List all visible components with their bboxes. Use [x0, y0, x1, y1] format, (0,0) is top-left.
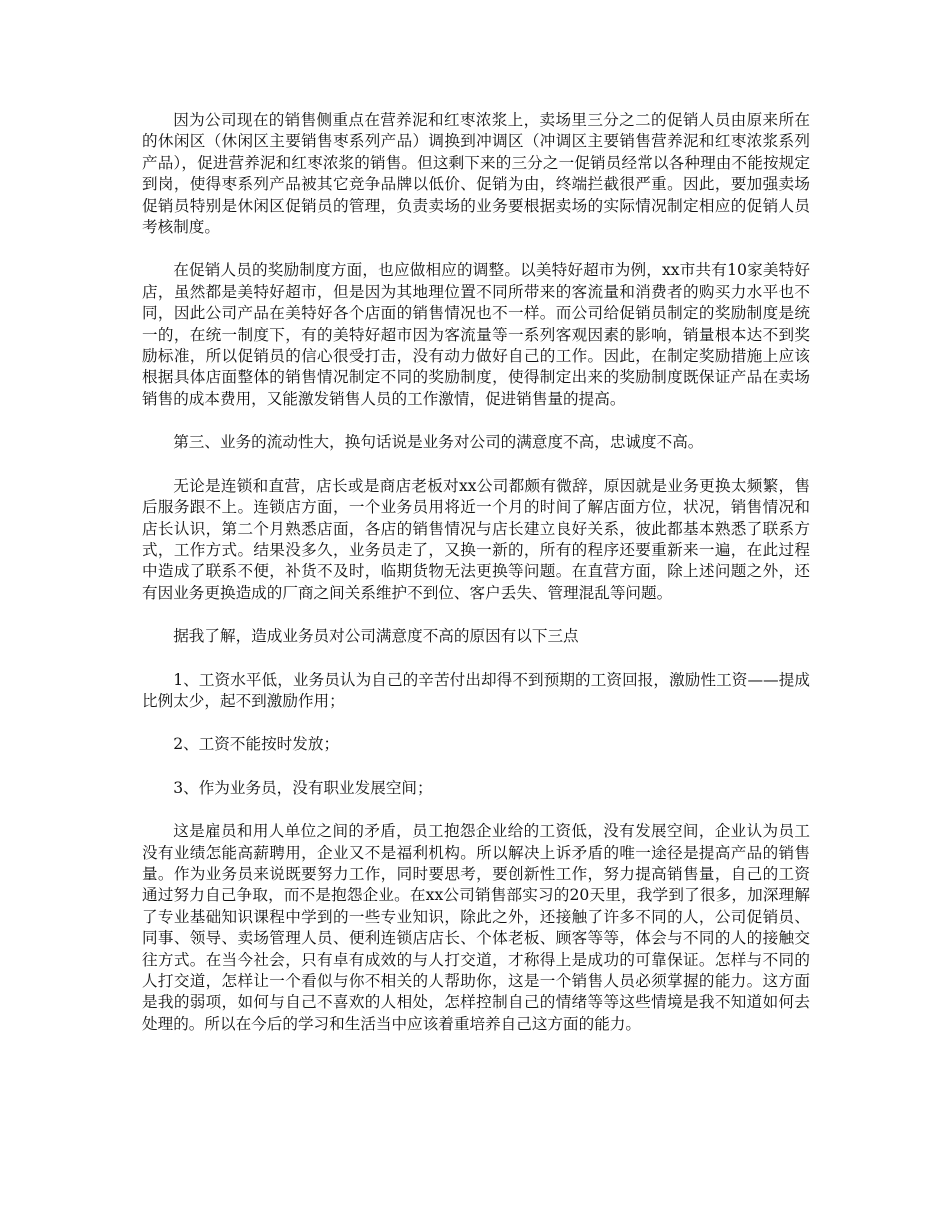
paragraph-reward-system: 在促销人员的奖励制度方面，也应做相应的调整。以美特好超市为例，xx市共有10家美特好店，虽然都是美特好超市，但是因为其地理位置不同所带来的客流量和消费者的购买力水平也不同，因此公司产品在美特好各个店面的销售情况也不一样。而公司给促销员制定的奖励制度是统一的，在统一制度下，有的美特好超市因为客流量等一系列客观因素的影响，销量根本达不到奖励标准，所以促销员的信心很受打击，没有动力做好自己的工作。因此，在制定奖励措施上应该根据具体店面整体的销售情况制定不同的奖励制度，使得制定出来的奖励制度既保证产品在卖场销售的成本费用，又能激发销售人员的工作激情，促进销售量的提高。	[142, 261, 810, 408]
paragraph-reason-1: 1、工资水平低，业务员认为自己的辛苦付出却得不到预期的工资回报，激励性工资——提成比例太少，起不到激励作用；	[142, 670, 810, 710]
paragraph-turnover-impact: 无论是连锁和直营，店长或是商店老板对xx公司都颇有微辞，原因就是业务更换太频繁，售后服务跟不上。连锁店方面，一个业务员用将近一个月的时间了解店面方位，状况，销售情况和店长认识，第二个月熟悉店面，各店的销售情况与店长建立良好关系，彼此都基本熟悉了联系方式，工作方式。结果没多久，业务员走了，又换一新的，所有的程序还要重新来一遍，在此过程中造成了联系不便，补货不及时，临期货物无法更换等问题。在直营方面，除上述问题之外，还有因业务更换造成的厂商之间关系维护不到位、客户丢失、管理混乱等问题。	[142, 476, 810, 602]
paragraph-reason-2: 2、工资不能按时发放；	[173, 735, 340, 754]
paragraph-reasons-intro: 据我了解，造成业务员对公司满意度不高的原因有以下三点	[173, 627, 579, 646]
paragraph-reason-3: 3、作为业务员，没有职业发展空间；	[173, 778, 433, 797]
document-body	[142, 110, 810, 1057]
paragraph-reflection: 这是雇员和用人单位之间的矛盾，员工抱怨企业给的工资低，没有发展空间，企业认为员工没有业绩怎能高薪聘用，企业又不是福利机构。所以解决上诉矛盾的唯一途径是提高产品的销售量。作为业务员来说既要努力工作，同时要思考，要创新性工作，努力提高销售量，自己的工资通过努力自己争取，而不是抱怨企业。在xx公司销售部实习的20天里，我学到了很多，加深理解了专业基础知识课程中学到的一些专业知识，除此之外，还接触了许多不同的人，公司促销员、同事、领导、卖场管理人员、便利连锁店店长、个体老板、顾客等等，体会与不同的人的接触交往方式。在当今社会，只有卓有成效的与人打交道，才称得上是成功的可靠保证。怎样与不同的人打交道，怎样让一个看似与你不相关的人帮助你，这是一个销售人员必须掌握的能力。这方面是我的弱项，如何与自己不喜欢的人相处，怎样控制自己的情绪等等这些情境是我不知道如何去处理的。所以在今后的学习和生活当中应该着重培养自己这方面的能力。	[142, 822, 810, 1033]
paragraph-third-point-heading: 第三、业务的流动性大，换句话说是业务对公司的满意度不高，忠诚度不高。	[173, 433, 704, 452]
paragraph-promoter-allocation: 因为公司现在的销售侧重点在营养泥和红枣浓浆上，卖场里三分之二的促销人员由原来所在的休闲区（休闲区主要销售枣系列产品）调换到冲调区（冲调区主要销售营养泥和红枣浓浆系列产品），促进营养泥和红枣浓浆的销售。但这剩下来的三分之一促销员经常以各种理由不能按规定到岗，使得枣系列产品被其它竞争品牌以低价、促销为由，终端拦截很严重。因此，要加强卖场促销员特别是休闲区促销员的管理，负责卖场的业务要根据卖场的实际情况制定相应的促销人员考核制度。	[142, 111, 810, 237]
